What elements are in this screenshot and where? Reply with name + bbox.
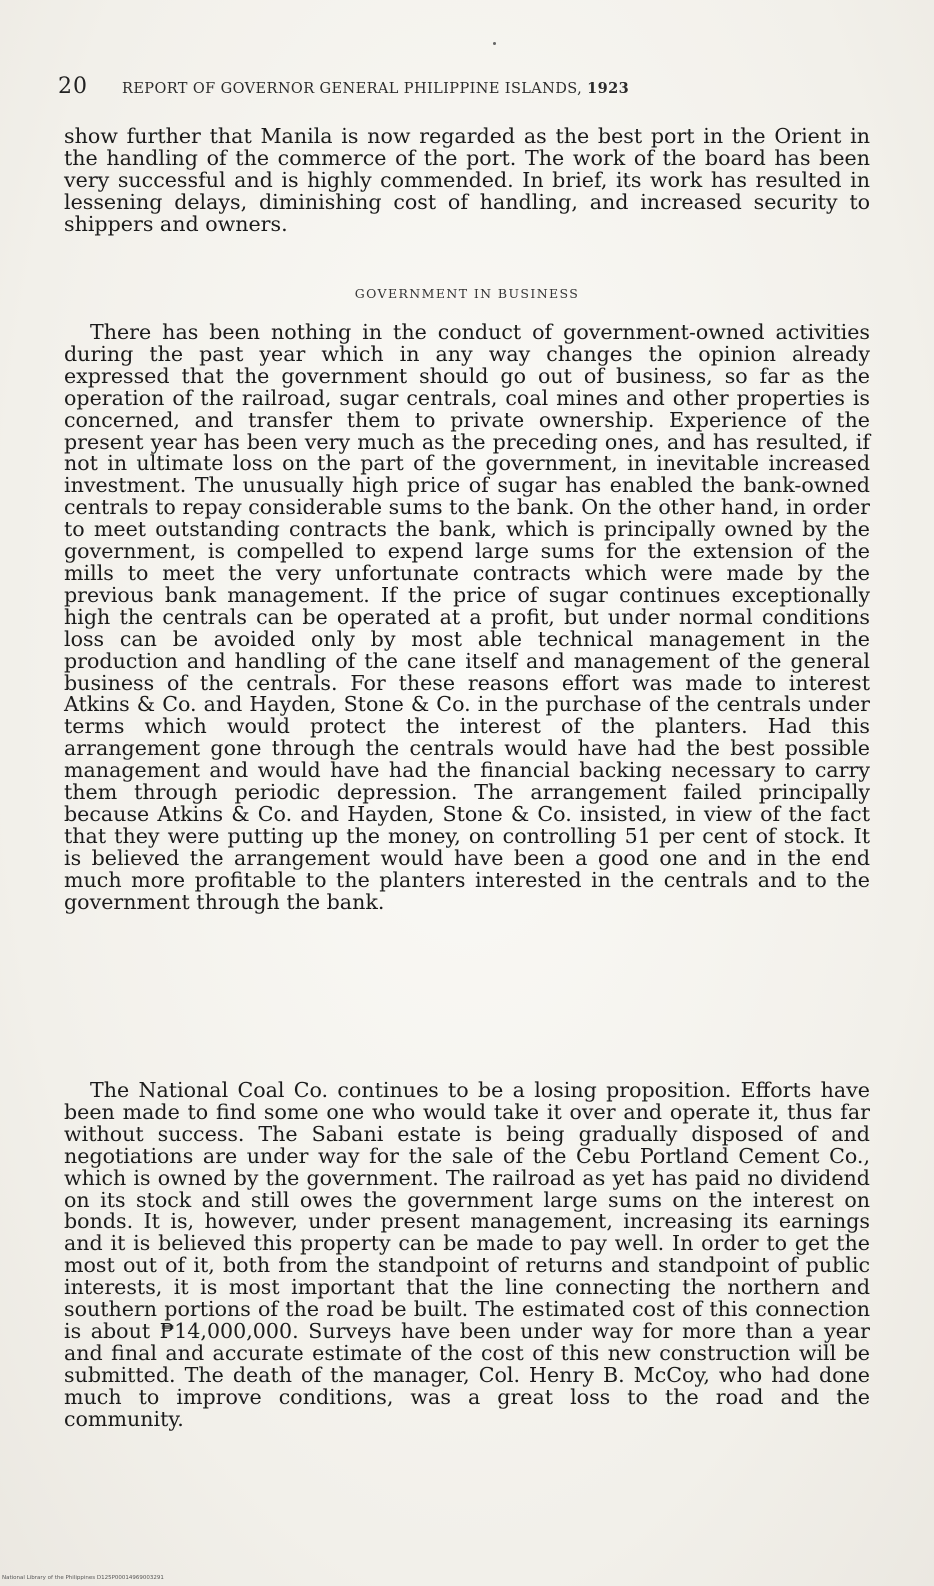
- page-header: [58, 74, 878, 102]
- scan-credit: National Library of the Philippines D125P00014969003291: [2, 1575, 164, 1581]
- paragraph-government-business: There has been nothing in the conduct of government-owned activities during the past year which in any way changes the opinion already expressed that the government should go out of business, so far as the operation of the railroad, sugar centrals, coal mines and other properties is concerned, and transfer them to private ownership. Experience of the present year has been very much as the preceding ones, and has resulted, if not in ultimate loss on the part of the government, in inevitable increased investment. The unusually high price of sugar has enabled the bank-owned centrals to repay considerable sums to the bank. On the other hand, in order to meet outstanding contracts the bank, which is principally owned by the government, is compelled to expend large sums for the extension of the mills to meet the very unfortunate contracts which were made by the previous bank management. If the price of sugar continues exceptionally high the centrals can be operated at a profit, but under normal conditions loss can be avoided only by most able technical management in the production and handling of the cane itself and management of the general business of the centrals. For these reasons effort was made to interest Atkins & Co. and Hayden, Stone & Co. in the purchase of the centrals under terms which would protect the interest of the planters. Had this arrangement gone through the centrals would have had the best possible management and would have had the financial backing necessary to carry them through periodic depression. The arrangement failed principally because Atkins & Co. and Hayden, Stone & Co. insisted, in view of the fact that they were putting up the money, on controlling 51 per cent of stock. It is believed the arrangement would have been a good one and in the end much more profitable to the planters interested in the centrals and to the government through the bank.: [64, 320, 870, 914]
- page-number: 20: [58, 74, 88, 99]
- scan-speck: [493, 42, 496, 45]
- section-heading: GOVERNMENT IN BUSINESS: [354, 286, 580, 301]
- paragraph-coal-and-railroad: The National Coal Co. continues to be a losing proposition. Efforts have been made to find some one who would take it over and operate it, thus far without success. The Sabani estate is being gradually disposed of and negotiations are under way for the sale of the Cebu Portland Cement Co., which is owned by the government. The railroad as yet has paid no dividend on its stock and still owes the government large sums on the interest on bonds. It is, however, under present management, increasing its earnings and it is believed this property can be made to pay well. In order to get the most out of it, both from the standpoint of returns and standpoint of public interests, it is most important that the line connecting the northern and southern portions of the road be built. The estimated cost of this connection is about ₱14,000,000. Surveys have been under way for more than a year and final and accurate estimate of the cost of this new construction will be submitted. The death of the manager, Col. Henry B. McCoy, who had done much to improve conditions, was a great loss to the road and the community.: [64, 1078, 870, 1431]
- running-head-title: REPORT OF GOVERNOR GENERAL PHILIPPINE ISLANDS,: [122, 81, 583, 97]
- running-head-year: 1923: [587, 80, 630, 97]
- running-head: [122, 80, 629, 97]
- paragraph-port-board: show further that Manila is now regarded as the best port in the Orient in the handling of the commerce of the port. The work of the board has been very successful and is highly commended. In brief, its work has resulted in lessening delays, diminishing cost of handling, and increased security to shippers and owners.: [64, 124, 870, 236]
